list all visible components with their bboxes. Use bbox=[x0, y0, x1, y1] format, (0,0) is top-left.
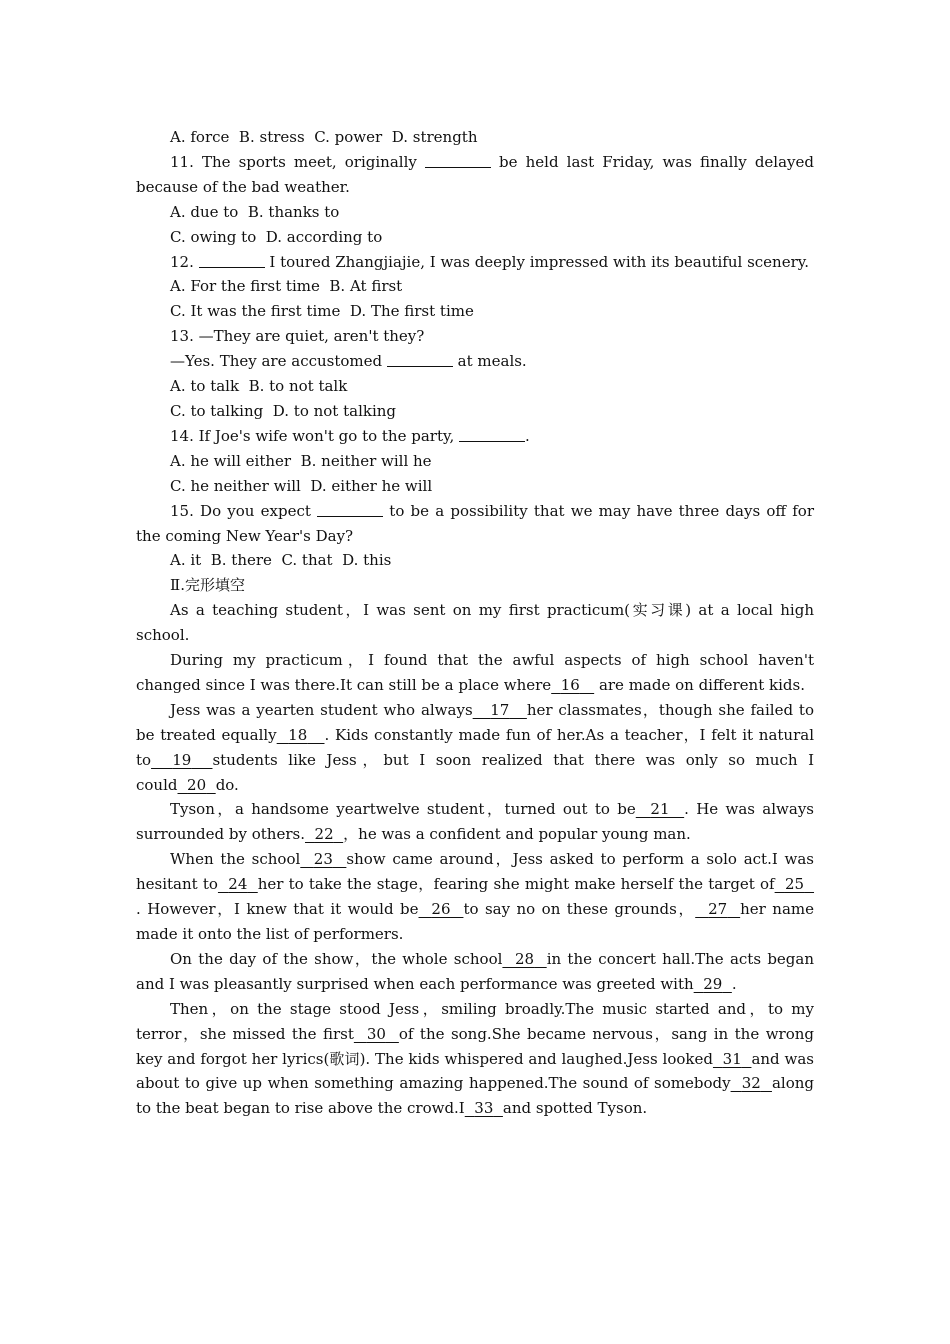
cloze-blank-23: 23 bbox=[313, 850, 333, 869]
cloze-text: along to the beat began to rise above the crowd.I bbox=[136, 1074, 814, 1118]
cloze-blank-29: 29 bbox=[703, 974, 723, 993]
cloze-paragraph-1: As a teaching student，I was sent on my first practicum(实习课) at a local high school. bbox=[136, 601, 814, 645]
cloze-blank-26: 26 bbox=[431, 900, 451, 919]
cloze-blank-22: 22 bbox=[314, 825, 334, 844]
cloze-blank-21: 21 bbox=[650, 800, 670, 819]
cloze-text: in the concert hall.The acts began and I was pleasantly surprised when each performance was greeted with bbox=[136, 949, 814, 993]
cloze-paragraph-2 bbox=[136, 648, 814, 698]
cloze-text: students like Jess，but I soon realized that there was only so much I could bbox=[136, 750, 814, 794]
cloze-text: of the song.She became nervous，sang in the wrong key and forgot her lyrics(歌词). The kids whispered and laughed.Jess looked bbox=[136, 1024, 814, 1068]
cloze-text: . However，I knew that it would be bbox=[136, 900, 419, 919]
cloze-paragraph-6 bbox=[136, 947, 814, 997]
cloze-text: and spotted Tyson. bbox=[502, 1099, 648, 1118]
document-page bbox=[136, 125, 814, 1121]
question-13-reply bbox=[136, 349, 814, 374]
q12-stem-start: 12. bbox=[170, 252, 199, 271]
q12-stem-end: I toured Zhangjiajie, I was deeply impressed with its beautiful scenery. bbox=[264, 252, 810, 271]
q15-stem-end: to be a possibility that we may have three days off for the coming New Year's Day? bbox=[136, 501, 814, 545]
cloze-blank-33: 33 bbox=[474, 1099, 494, 1118]
q15-options: A. it B. there C. that D. this bbox=[170, 551, 392, 570]
cloze-text: are made on different kids. bbox=[598, 675, 805, 694]
q12-options-ab: A. For the first time B. At first bbox=[170, 277, 403, 296]
cloze-blank-16: 16 bbox=[560, 675, 580, 694]
cloze-blank-28: 28 bbox=[515, 949, 535, 968]
cloze-text: Then，on the stage stood Jess，smiling broadly.The music started and，to my terror，she missed the first bbox=[136, 999, 814, 1043]
answer-blank bbox=[459, 427, 525, 442]
q14-stem-start: 14. If Joe's wife won't go to the party, bbox=[170, 426, 459, 445]
question-11 bbox=[136, 150, 814, 200]
cloze-blank-32: 32 bbox=[741, 1074, 761, 1093]
question-14 bbox=[136, 424, 814, 449]
cloze-text: When the school bbox=[170, 850, 301, 869]
q11-stem-start: 11. The sports meet, originally bbox=[170, 152, 425, 171]
q13-options-ab: A. to talk B. to not talk bbox=[170, 377, 348, 396]
cloze-paragraph-4 bbox=[136, 797, 814, 847]
cloze-text: her name made it onto the list of performers. bbox=[136, 900, 815, 943]
cloze-text: to say no on these grounds， bbox=[463, 900, 696, 919]
cloze-text: show came around，Jess asked to perform a solo act.I was hesitant to bbox=[136, 850, 814, 894]
answer-blank bbox=[387, 352, 453, 367]
q13-reply-start: —Yes. They are accustomed bbox=[170, 352, 387, 371]
cloze-blank-19: 19 bbox=[172, 750, 192, 769]
cloze-text: . bbox=[731, 974, 737, 993]
cloze-blank-20: 20 bbox=[187, 775, 207, 794]
section-heading: Ⅱ.完形填空 bbox=[170, 576, 245, 595]
cloze-text: her classmates，though she failed to be treated equally bbox=[136, 700, 814, 744]
cloze-text: ，he was a confident and popular young man. bbox=[343, 825, 691, 844]
cloze-blank-25: 25 bbox=[784, 875, 805, 894]
cloze-blank-30: 30 bbox=[366, 1024, 386, 1043]
answer-blank bbox=[425, 153, 491, 168]
cloze-text: do. bbox=[215, 775, 239, 794]
q14-options-cd: C. he neither will D. either he will bbox=[170, 476, 433, 495]
cloze-paragraph-3 bbox=[136, 698, 814, 798]
cloze-text: On the day of the show，the whole school bbox=[170, 949, 503, 968]
cloze-text: Jess was a yearten student who always bbox=[170, 700, 473, 719]
cloze-text: During my practicum，I found that the awful aspects of high school haven't changed since I was there.It can still be a place where bbox=[136, 651, 814, 694]
cloze-text: Tyson，a handsome yeartwelve student，turned out to be bbox=[170, 800, 636, 819]
cloze-blank-31: 31 bbox=[722, 1049, 742, 1068]
q15-stem-start: 15. Do you expect bbox=[170, 501, 318, 520]
cloze-blank-17: 17 bbox=[490, 700, 510, 719]
q11-options-ab: A. due to B. thanks to bbox=[170, 202, 340, 221]
cloze-text: . Kids constantly made fun of her.As a teacher，I felt it natural to bbox=[136, 725, 814, 769]
cloze-blank-27: 27 bbox=[708, 900, 728, 919]
q12-options-cd: C. It was the first time D. The first time bbox=[170, 302, 474, 321]
q14-options-ab: A. he will either B. neither will he bbox=[170, 451, 432, 470]
cloze-text: and was about to give up when something amazing happened.The sound of somebody bbox=[136, 1049, 814, 1093]
cloze-blank-18: 18 bbox=[288, 725, 308, 744]
answer-blank bbox=[317, 502, 383, 517]
cloze-blank-24: 24 bbox=[228, 875, 248, 894]
cloze-paragraph-5 bbox=[136, 847, 814, 947]
question-13: 13. —They are quiet, aren't they? bbox=[170, 327, 425, 346]
q13-options-cd: C. to talking D. to not talking bbox=[170, 401, 397, 420]
cloze-paragraph-7 bbox=[136, 997, 814, 1122]
q11-options-cd: C. owing to D. according to bbox=[170, 227, 383, 246]
q11-stem-end: be held last Friday, was finally delayed because of the bad weather. bbox=[136, 152, 814, 196]
q13-reply-end: at meals. bbox=[452, 352, 527, 371]
q14-stem-end: . bbox=[524, 426, 530, 445]
q10-options: A. force B. stress C. power D. strength bbox=[170, 128, 478, 146]
answer-blank bbox=[199, 253, 265, 268]
cloze-text: her to take the stage，fearing she might make herself the target of bbox=[257, 875, 775, 894]
cloze-text: . He was always surrounded by others. bbox=[136, 800, 814, 844]
question-15 bbox=[136, 499, 814, 549]
question-12 bbox=[136, 250, 814, 275]
